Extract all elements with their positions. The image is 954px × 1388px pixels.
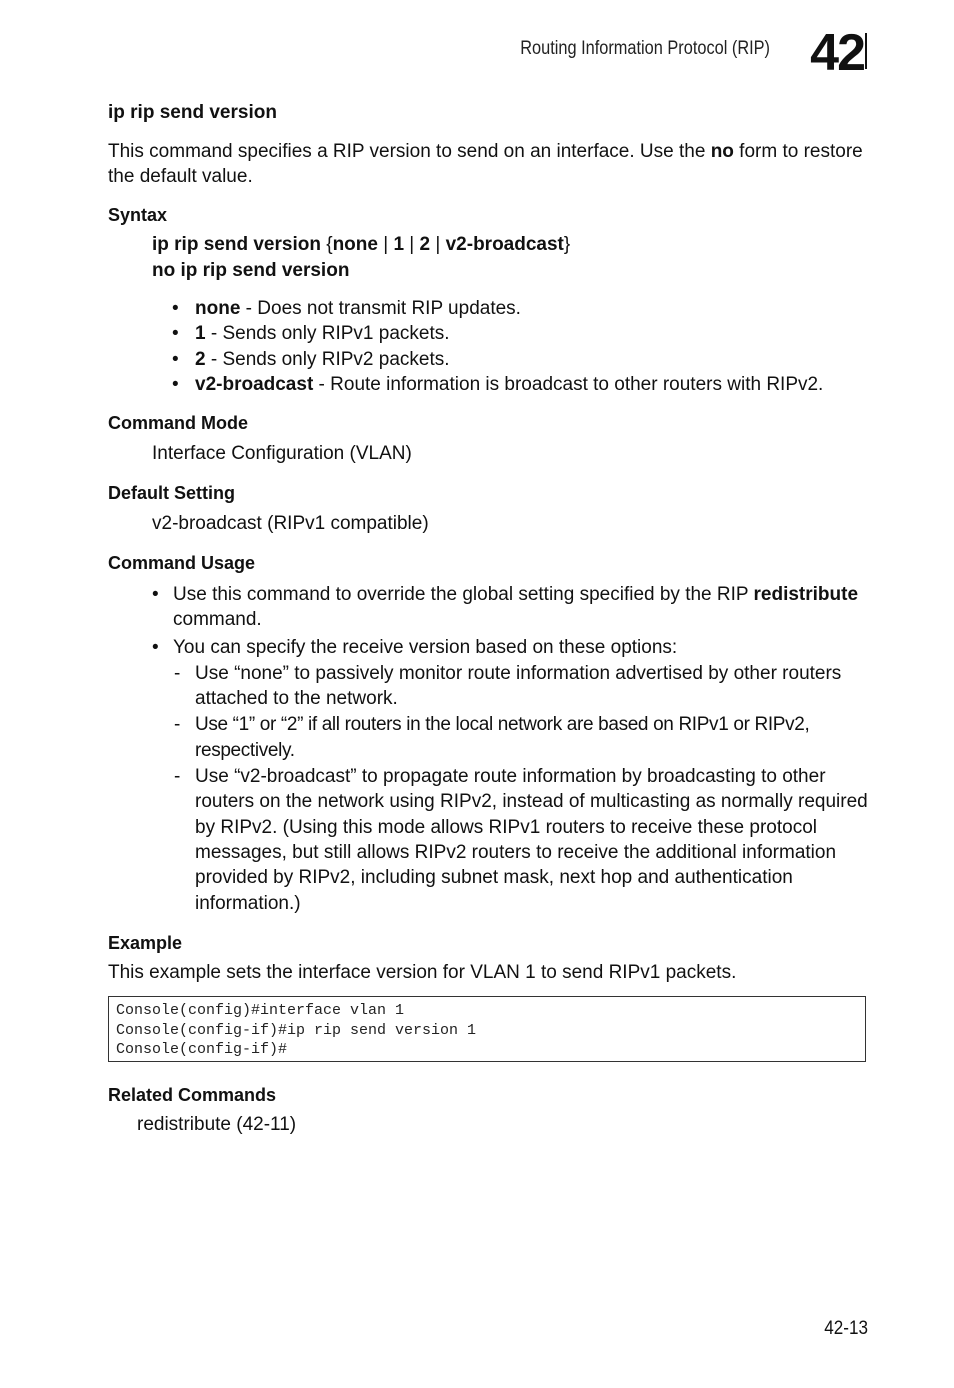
example-description: This example sets the interface version for VLAN 1 to send RIPv1 packets.	[108, 962, 737, 983]
syntax-options-list	[172, 296, 823, 397]
command-title: ip rip send version	[108, 102, 277, 123]
command-intro: This command specifies a RIP version to send on an interface. Use the no form to restore the default value.	[108, 141, 863, 187]
list-item: • Use this command to override the global setting specified by the RIP redistribute command.	[152, 582, 872, 633]
related-command-link[interactable]: redistribute (42-11)	[137, 1114, 297, 1135]
code-line: Console(config-if)#	[116, 1041, 288, 1058]
list-item: - Use “1” or “2” if all routers in the local network are based on RIPv1 or RIPv2, respectively.	[152, 712, 872, 763]
list-item: - Use “none” to passively monitor route information advertised by other routers attached to the network.	[152, 661, 872, 712]
command-mode-heading: Command Mode	[108, 413, 249, 433]
command-usage-list	[152, 582, 872, 916]
code-line: Console(config)#interface vlan 1	[116, 1002, 405, 1019]
example-heading: Example	[108, 933, 183, 953]
chapter-number: 42	[810, 24, 864, 82]
default-setting-heading: Default Setting	[108, 483, 236, 503]
list-item: - Use “v2-broadcast” to propagate route information by broadcasting to other routers on the network using RIPv2, instead of multicasting as normally required by RIPv2. (Using this mode allows RIPv1 routers to receive these protocol messages, but still allows RIPv2 routers to receive the additional information provided by RIPv2, including subnet mask, next hop and authentication information.)	[152, 764, 872, 916]
list-item: • 2 - Sends only RIPv2 packets.	[172, 347, 823, 372]
code-line: Console(config-if)#ip rip send version 1	[116, 1021, 477, 1039]
list-item: • none - Does not transmit RIP updates.	[172, 296, 823, 321]
code-block	[108, 996, 866, 1062]
list-item: • 1 - Sends only RIPv1 packets.	[172, 321, 823, 346]
related-commands-heading: Related Commands	[108, 1085, 277, 1105]
default-setting-value: v2-broadcast (RIPv1 compatible)	[152, 513, 429, 534]
syntax-heading: Syntax	[108, 205, 168, 225]
list-item: • You can specify the receive version based on these options:	[152, 635, 872, 660]
command-usage-heading: Command Usage	[108, 553, 256, 573]
list-item: • v2-broadcast - Route information is broadcast to other routers with RIPv2.	[172, 372, 823, 397]
syntax-line-1: ip rip send version {none | 1 | 2 | v2-broadcast}	[152, 234, 571, 255]
syntax-line-2: no ip rip send version	[152, 260, 350, 281]
page-number: 42-13	[824, 1318, 868, 1339]
section-title: Routing Information Protocol (RIP)	[520, 38, 770, 59]
chapter-divider	[865, 33, 867, 69]
command-mode-value: Interface Configuration (VLAN)	[152, 443, 412, 464]
